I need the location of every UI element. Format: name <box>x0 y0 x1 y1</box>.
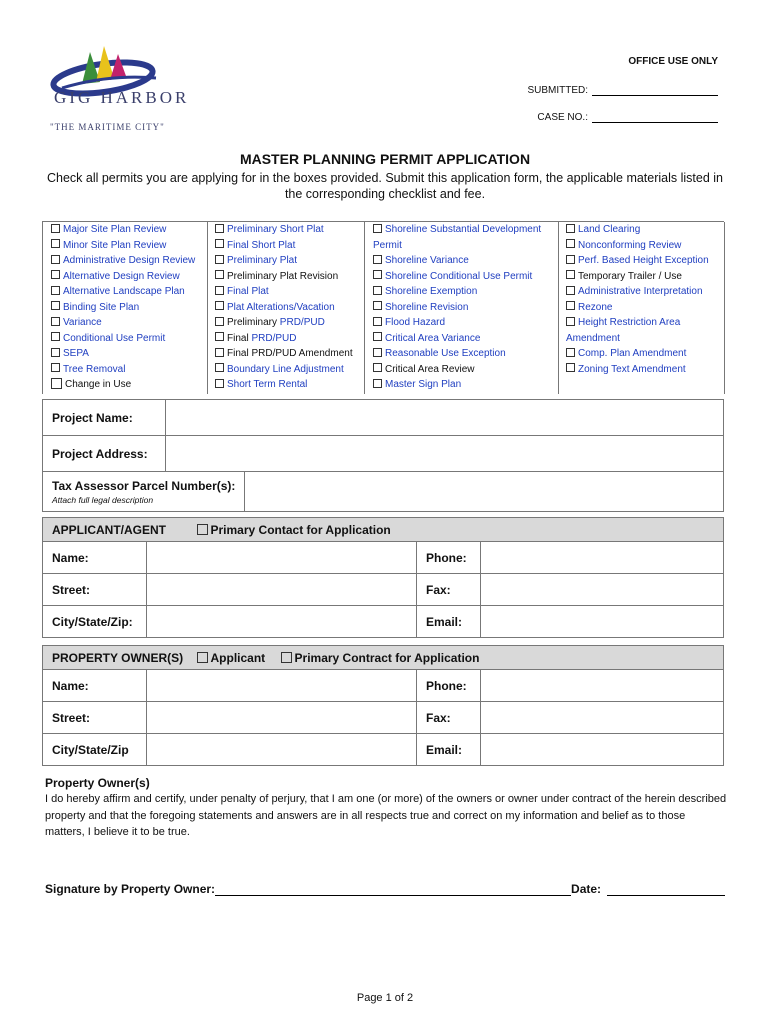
affirmation-text: I do hereby affirm and certify, under penalty of perjury, that I am one (or more) of the owners or owner under contract of the herein described property and that the foregoing statements and answers are in all respects true and correct on my information and belief as to those matters, I believe it to be true. <box>45 793 727 838</box>
permit-label: Land Clearing <box>578 224 641 235</box>
permit-option[interactable] <box>215 284 353 300</box>
submitted-label: SUBMITTED: <box>527 85 588 96</box>
permit-label: SEPA <box>63 348 89 359</box>
permit-option[interactable] <box>215 269 353 285</box>
permit-option[interactable] <box>566 222 709 238</box>
applicant-phone-field[interactable] <box>481 542 724 574</box>
permit-label: Tree Removal <box>63 363 126 375</box>
permit-checkbox[interactable] <box>51 363 60 372</box>
permit-checkbox[interactable] <box>51 255 60 264</box>
permit-checkbox[interactable] <box>51 348 60 357</box>
permit-checkbox[interactable] <box>373 363 382 372</box>
permit-option[interactable] <box>373 269 541 285</box>
permit-grid-divider <box>207 222 208 394</box>
permit-label: Perf. Based Height Exception <box>578 255 709 266</box>
permit-checkbox[interactable] <box>566 286 575 295</box>
applicant-city-label: City/State/Zip: <box>43 606 147 638</box>
applicant-checkbox[interactable] <box>197 652 208 663</box>
permit-checkbox[interactable] <box>215 270 224 279</box>
permit-label: Final PRD/PUD Amendment <box>227 348 353 359</box>
permit-label: Major Site Plan Review <box>63 224 167 235</box>
permit-grid-divider <box>558 222 559 394</box>
permit-checkbox[interactable] <box>215 348 224 357</box>
permit-option[interactable] <box>51 377 195 393</box>
permit-checkbox[interactable] <box>373 286 382 295</box>
owner-phone-label: Phone: <box>417 670 481 702</box>
applicant-table <box>42 517 724 638</box>
owner-name-field[interactable] <box>147 670 417 702</box>
project-name-label: Project Name: <box>43 400 166 436</box>
logo-wordmark: GIG HARBOR <box>54 88 190 107</box>
permit-option[interactable] <box>51 362 195 378</box>
owner-options <box>197 651 480 665</box>
permit-label: Conditional Use Permit <box>63 332 166 344</box>
parcel-table <box>42 471 724 512</box>
permit-option[interactable] <box>51 238 195 254</box>
parcel-field[interactable] <box>245 472 724 512</box>
permit-option[interactable] <box>51 253 195 269</box>
permit-checkbox[interactable] <box>373 332 382 341</box>
page-number: Page 1 of 2 <box>356 992 414 1004</box>
permit-checkbox[interactable] <box>215 286 224 295</box>
applicant-name-label: Name: <box>43 542 147 574</box>
permit-checkbox[interactable] <box>215 379 224 388</box>
case-field[interactable] <box>592 111 718 123</box>
permit-label: Preliminary PRD/PUD <box>227 317 325 328</box>
permit-label: Permit <box>373 239 402 251</box>
signature-line <box>45 882 725 896</box>
permit-label: Temporary Trailer / Use <box>578 270 682 282</box>
parcel-label: Tax Assessor Parcel Number(s): <box>52 478 236 493</box>
permit-option[interactable] <box>566 238 709 254</box>
permit-label: Reasonable Use Exception <box>385 348 506 359</box>
permit-option[interactable] <box>373 377 541 393</box>
permit-label: Boundary Line Adjustment <box>227 363 344 375</box>
permit-checkbox[interactable] <box>373 255 382 264</box>
permit-label: Preliminary Plat <box>227 255 298 266</box>
permit-label: Administrative Design Review <box>63 255 196 266</box>
project-table <box>42 399 724 472</box>
permit-label: Critical Area Variance <box>385 332 481 344</box>
owner-city-field[interactable] <box>147 734 417 766</box>
page-title: MASTER PLANNING PERMIT APPLICATION <box>239 151 531 167</box>
logo-tagline: "THE MARITIME CITY" <box>50 122 165 132</box>
case-line <box>537 111 718 123</box>
permit-option[interactable] <box>373 362 541 378</box>
permit-option[interactable] <box>373 331 541 347</box>
permit-checkbox[interactable] <box>215 363 224 372</box>
permit-column-2 <box>215 222 353 393</box>
applicant-fax-label: Fax: <box>417 574 481 606</box>
owner-header-row <box>43 646 724 670</box>
permit-checkbox[interactable] <box>215 301 224 310</box>
permit-checkbox[interactable] <box>51 224 60 233</box>
permit-label: Nonconforming Review <box>578 239 682 251</box>
permit-checkbox[interactable] <box>566 270 575 279</box>
applicant-email-field[interactable] <box>481 606 724 638</box>
permit-option[interactable] <box>373 284 541 300</box>
permit-option[interactable] <box>373 222 541 238</box>
permit-checkbox[interactable] <box>215 224 224 233</box>
applicant-header: APPLICANT/AGENT <box>52 522 166 537</box>
permit-checkbox[interactable] <box>215 239 224 248</box>
permit-option[interactable] <box>215 362 353 378</box>
applicant-street-field[interactable] <box>147 574 417 606</box>
permit-option[interactable] <box>51 331 195 347</box>
permit-checkbox[interactable] <box>51 239 60 248</box>
permit-option[interactable] <box>373 238 541 254</box>
permit-option[interactable] <box>566 284 709 300</box>
permit-option[interactable] <box>215 377 353 393</box>
permit-label: Master Sign Plan <box>385 379 462 390</box>
permit-label: Alternative Landscape Plan <box>63 286 185 297</box>
owner-header: PROPERTY OWNER(S) <box>52 650 184 665</box>
permit-checkbox[interactable] <box>566 301 575 310</box>
permit-label: Shoreline Exemption <box>385 286 478 297</box>
permit-label: Comp. Plan Amendment <box>578 348 687 359</box>
case-label: CASE NO.: <box>537 112 588 123</box>
permit-label: Rezone <box>578 301 613 313</box>
permit-checkbox[interactable] <box>215 332 224 341</box>
permit-label: Amendment <box>566 332 620 344</box>
applicant-email-label: Email: <box>417 606 481 638</box>
applicant-primary-contact <box>197 523 391 537</box>
permit-label: Height Restriction Area <box>578 317 681 328</box>
owner-table <box>42 645 724 766</box>
permit-label: Final PRD/PUD <box>227 332 297 344</box>
applicant-name-field[interactable] <box>147 542 417 574</box>
owner-primary-label: Primary Contract for Application <box>294 650 480 665</box>
permit-label: Preliminary Short Plat <box>227 224 324 235</box>
permit-label: Short Term Rental <box>227 379 308 390</box>
owner-street-field[interactable] <box>147 702 417 734</box>
permit-grid-divider <box>364 222 365 394</box>
permit-option[interactable] <box>51 222 195 238</box>
project-address-field[interactable] <box>166 436 724 472</box>
permit-option[interactable] <box>215 222 353 238</box>
permit-option[interactable] <box>215 238 353 254</box>
permit-option[interactable] <box>566 331 709 347</box>
permit-column-4 <box>566 222 709 377</box>
primary-contact-checkbox[interactable] <box>197 524 208 535</box>
permit-option[interactable] <box>373 253 541 269</box>
permit-column-3 <box>373 222 541 393</box>
permit-grid-right <box>724 222 725 394</box>
applicant-header-row <box>43 518 724 542</box>
applicant-fax-field[interactable] <box>481 574 724 606</box>
permit-checkbox[interactable] <box>373 270 382 279</box>
permit-checkbox[interactable] <box>51 286 60 295</box>
permit-label: Critical Area Review <box>385 363 475 375</box>
permit-checkbox[interactable] <box>566 255 575 264</box>
permit-checkbox[interactable] <box>51 270 60 279</box>
permit-option[interactable] <box>566 362 709 378</box>
permit-label: Shoreline Conditional Use Permit <box>385 270 533 282</box>
permit-option[interactable] <box>51 300 195 316</box>
submitted-line <box>527 84 718 96</box>
permit-label: Minor Site Plan Review <box>63 239 167 251</box>
permit-checkbox[interactable] <box>566 317 575 326</box>
permit-option[interactable] <box>566 315 709 331</box>
owner-fax-label: Fax: <box>417 702 481 734</box>
permit-option[interactable] <box>51 284 195 300</box>
permit-checkbox[interactable] <box>566 224 575 233</box>
date-label: Date: <box>571 882 602 896</box>
permit-option[interactable] <box>373 315 541 331</box>
affirmation-title: Property Owner(s) <box>45 776 150 790</box>
permit-grid-left <box>42 222 43 394</box>
project-address-label: Project Address: <box>43 436 166 472</box>
submitted-field[interactable] <box>592 84 718 96</box>
owner-name-label: Name: <box>43 670 147 702</box>
owner-email-field[interactable] <box>481 734 724 766</box>
primary-contact-label: Primary Contact for Application <box>210 522 391 537</box>
permit-label: Shoreline Variance <box>385 255 469 266</box>
permit-checkbox[interactable] <box>51 317 60 326</box>
permit-option[interactable] <box>566 300 709 316</box>
permit-label: Plat Alterations/Vacation <box>227 301 335 313</box>
owner-city-label: City/State/Zip <box>43 734 147 766</box>
parcel-label-cell <box>43 472 245 512</box>
permit-checkbox[interactable] <box>51 378 62 389</box>
permit-option[interactable] <box>215 346 353 362</box>
permit-checkbox[interactable] <box>373 301 382 310</box>
permit-option[interactable] <box>566 269 709 285</box>
owner-fax-field[interactable] <box>481 702 724 734</box>
signature-label: Signature by Property Owner: <box>45 882 216 896</box>
owner-street-label: Street: <box>43 702 147 734</box>
permit-checkbox[interactable] <box>566 348 575 357</box>
owner-phone-field[interactable] <box>481 670 724 702</box>
permit-label: Variance <box>63 317 102 328</box>
intro-text: Check all permits you are applying for in the boxes provided. Submit this application form, the applicable materials listed in the corresponding checklist and fee. <box>46 171 724 201</box>
permit-label: Final Plat <box>227 286 269 297</box>
permit-checkbox[interactable] <box>373 379 382 388</box>
permit-option[interactable] <box>51 269 195 285</box>
permit-checkbox[interactable] <box>373 224 382 233</box>
applicant-city-field[interactable] <box>147 606 417 638</box>
permit-option[interactable] <box>373 346 541 362</box>
permit-checkbox[interactable] <box>566 239 575 248</box>
permit-label: Administrative Interpretation <box>578 286 703 297</box>
permit-checkbox[interactable] <box>566 363 575 372</box>
permit-column-1 <box>51 222 195 393</box>
permit-option[interactable] <box>215 253 353 269</box>
permit-option[interactable] <box>215 331 353 347</box>
permit-label: Final Short Plat <box>227 239 296 251</box>
applicant-phone-label: Phone: <box>417 542 481 574</box>
permit-checkbox[interactable] <box>373 348 382 357</box>
permit-checkbox[interactable] <box>51 301 60 310</box>
applicant-street-label: Street: <box>43 574 147 606</box>
permit-checkbox[interactable] <box>215 317 224 326</box>
date-field[interactable] <box>607 882 725 896</box>
permit-label: Alternative Design Review <box>63 270 180 282</box>
permit-label: Shoreline Substantial Development <box>385 224 542 235</box>
signature-field[interactable] <box>215 882 571 896</box>
permit-option[interactable] <box>566 346 709 362</box>
permit-option[interactable] <box>215 315 353 331</box>
permit-label: Binding Site Plan <box>63 301 140 313</box>
permit-label: Preliminary Plat Revision <box>227 270 339 282</box>
owner-applicant-label: Applicant <box>210 650 266 665</box>
owner-email-label: Email: <box>417 734 481 766</box>
permit-checkbox[interactable] <box>373 317 382 326</box>
permit-option[interactable] <box>373 300 541 316</box>
project-name-field[interactable] <box>166 400 724 436</box>
permit-option[interactable] <box>51 346 195 362</box>
permit-option[interactable] <box>215 300 353 316</box>
permit-option[interactable] <box>51 315 195 331</box>
permit-label: Flood Hazard <box>385 317 446 328</box>
permit-label: Shoreline Revision <box>385 301 469 313</box>
office-use-label: OFFICE USE ONLY <box>628 56 718 67</box>
permit-option[interactable] <box>566 253 709 269</box>
permit-checkbox[interactable] <box>215 255 224 264</box>
permit-label: Zoning Text Amendment <box>578 363 686 375</box>
permit-checkbox[interactable] <box>51 332 60 341</box>
owner-primary-checkbox[interactable] <box>281 652 292 663</box>
parcel-note: Attach full legal description <box>52 494 154 505</box>
permit-label: Change in Use <box>65 379 132 390</box>
